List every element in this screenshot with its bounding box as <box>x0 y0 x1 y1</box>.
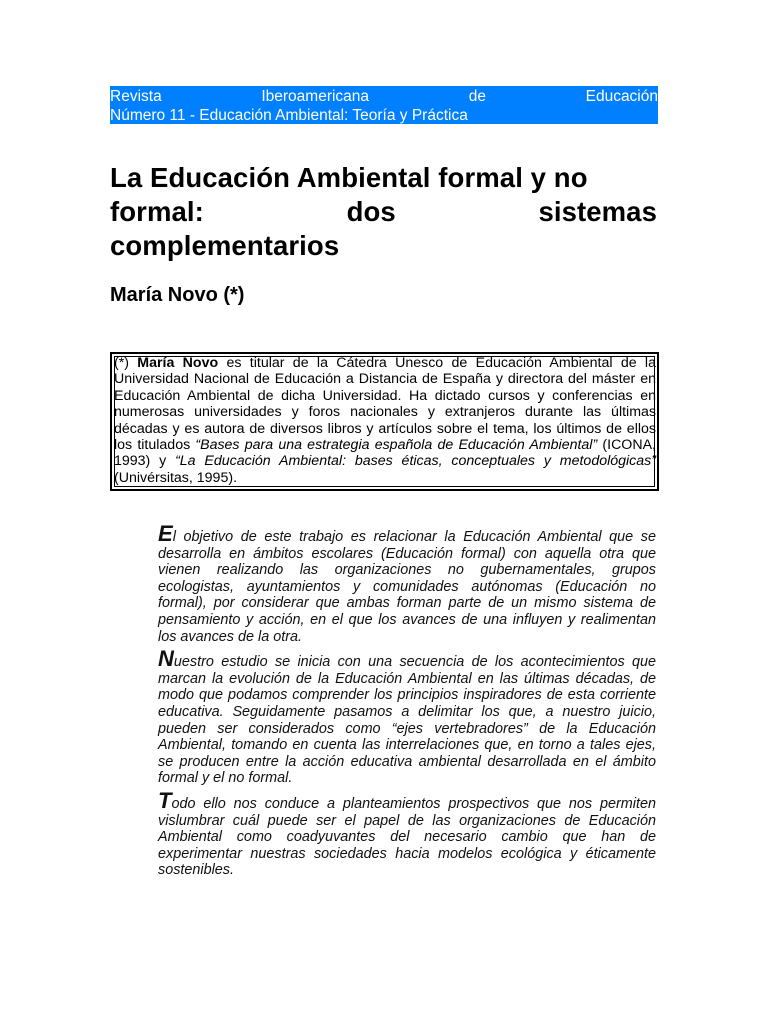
banner-word: Revista <box>110 88 162 105</box>
title-line <box>110 161 657 195</box>
banner-word: Educación <box>585 88 658 105</box>
bio-text: es titular de la Cátedra Unesco de Educación Ambiental de la Universidad Nacional de Educación a Distancia de España y directora del máster en Educación Ambiental de dicha Universidad. Ha dictado cursos y conferencias en numerosas universidades y foros nacionales y extranjeros durante las últimas décadas y es autora de diversos libros y artículos sobre el tema, los últimos de ellos los titulados <box>114 355 656 454</box>
dropcap: T <box>158 787 172 813</box>
bio-text: (Univérsitas, 1995). <box>114 469 238 486</box>
title-text: dos <box>346 196 396 227</box>
bio-marker: (*) <box>114 355 138 371</box>
title-text: sistemas <box>538 196 657 227</box>
abstract-paragraph <box>158 646 656 787</box>
bio-book-title: “La Educación Ambiental: bases éticas, conceptuales y metodológicas” <box>175 453 656 470</box>
abstract-paragraph <box>158 521 656 645</box>
paragraph-text: uestro estudio se inicia con una secuencia de los acontecimientos que marcan la evolución de la Educación Ambiental en las últimas décadas, de modo que podamos comprender los principios inspiradores de esta corriente educativa. Seguidamente pasamos a delimitar los que, a nuestro juicio, pueden ser considerados como “ejes vertebradores” de la Educación Ambiental, tomando en cuenta las interrelaciones que, en torno a tales ejes, se producen entre la acción educativa ambiental desarrollada en el ámbito formal y el no formal. <box>158 654 656 787</box>
paragraph-text: odo ello nos conduce a planteamientos prospectivos que nos permiten vislumbrar cuál puede ser el papel de las organizaciones de Educación Ambiental como coadyuvantes del necesario cambio que han de experimentar nuestras sociedades hacia modelos ecológica y éticamente sostenibles. <box>158 795 656 879</box>
author-bio-box <box>110 352 659 491</box>
bio-author-name: María Novo <box>137 355 219 371</box>
article-author: María Novo (*) <box>110 284 245 306</box>
document-page <box>110 86 658 879</box>
dropcap: N <box>158 646 174 672</box>
title-line <box>110 195 657 229</box>
title-text: complementarios <box>110 230 340 261</box>
paragraph-text: l objetivo de este trabajo es relacionar la Educación Ambiental que se desarrolla en ámbitos escolares (Educación formal) con aquella otra que vienen realizando las organizaciones no gubernamentales, grupos ecologistas, ayuntamientos y comunidades autónomas (Educación no formal), por considerar que ambas forman parte de un mismo sistema de pensamiento y acción, en el que los avances de una influyen y realimentan los avances de la otra. <box>158 529 656 645</box>
banner-word: Iberoamericana <box>261 88 370 105</box>
bio-text: (ICONA, 1993) y <box>114 437 656 470</box>
title-text: formal: <box>110 196 204 227</box>
abstract-paragraph <box>158 787 656 879</box>
bio-book-title: “Bases para una estrategia española de Educación Ambiental” <box>195 437 598 454</box>
title-line <box>110 229 657 263</box>
abstract <box>158 521 656 885</box>
journal-banner <box>110 86 658 124</box>
dropcap: E <box>158 521 173 546</box>
banner-word: de <box>468 88 486 105</box>
title-text: La Educación Ambiental formal y no <box>110 162 588 193</box>
issue-info: Número 11 - Educación Ambiental: Teoría y Práctica <box>110 107 468 124</box>
article-title <box>110 161 657 263</box>
author-bio <box>114 355 656 486</box>
journal-name <box>110 87 658 106</box>
